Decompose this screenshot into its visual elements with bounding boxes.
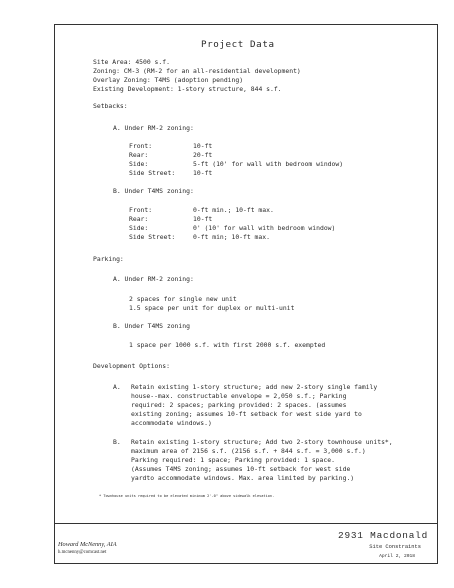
development-line: Retain existing 1-story structure; add new 2-story single family — [131, 383, 378, 391]
setbacks-a-label: A. Under RM-2 zoning: — [113, 124, 194, 132]
development-b-marker: B. — [113, 438, 121, 446]
parking-heading: Parking: — [93, 255, 124, 263]
setback-row — [129, 151, 343, 160]
development-line: yardto accommodate windows. Max. area limited by parking.) — [131, 474, 355, 482]
development-line: accommodate windows.) — [131, 419, 212, 427]
page-title: Project Data — [201, 39, 275, 50]
setback-label: Front: — [129, 142, 153, 150]
setback-value: 20-ft — [193, 151, 213, 159]
parking-b-label: B. Under T4MS zoning — [113, 322, 190, 330]
setback-label: Side: — [129, 160, 149, 168]
setback-value: 10-ft — [193, 215, 213, 223]
development-line: Retain existing 1-story structure; Add two 2-story townhouse units*, — [131, 438, 393, 446]
setbacks-heading: Setbacks: — [93, 102, 128, 110]
development-line: maximum area of 2156 s.f. (2156 s.f. + 844 s.f. = 3,000 s.f.) — [131, 447, 366, 455]
setbacks-a-table — [129, 142, 343, 178]
setback-value: 5-ft (10' for wall with bedroom window) — [193, 160, 344, 168]
setback-label: Side Street: — [129, 233, 176, 241]
setback-row — [129, 206, 335, 215]
sheet-date: April 2, 2018 — [379, 554, 415, 559]
architect-name: Howard McNenny, AIA — [58, 541, 117, 548]
development-line: Parking required: 1 space; Parking provided: 1 space. — [131, 456, 335, 464]
parking-b-lines — [129, 341, 325, 350]
development-a-marker: A. — [113, 383, 121, 391]
site-info — [93, 58, 301, 94]
setback-value: 0' (10' for wall with bedroom window) — [193, 224, 336, 232]
site-area: Site Area: 4500 s.f. — [93, 58, 170, 66]
development-heading: Development Options: — [93, 362, 170, 370]
parking-a-lines — [129, 295, 294, 313]
existing-development: Existing Development: 1-story structure, 844 s.f. — [93, 85, 282, 93]
drawing-sheet — [54, 24, 438, 564]
setback-value: 10-ft — [193, 169, 213, 177]
overlay-zoning: Overlay Zoning: T4MS (adoption pending) — [93, 76, 244, 84]
setback-row — [129, 233, 335, 242]
setback-value: 10-ft — [193, 142, 213, 150]
development-line: house--max. constructable envelope = 2,050 s.f.; Parking — [131, 392, 347, 400]
footnote: * Townhouse units required to be elevated minimum 2'-0" above sidewalk elevation. — [99, 494, 275, 498]
zoning: Zoning: CM-3 (RM-2 for an all-residential development) — [93, 67, 301, 75]
development-line: (Assumes T4MS zoning; assumes 10-ft setback for west side — [131, 465, 351, 473]
setback-label: Side: — [129, 224, 149, 232]
parking-line: 1 space per 1000 s.f. with first 2000 s.f. exempted — [129, 341, 326, 349]
parking-line: 2 spaces for single new unit — [129, 295, 237, 303]
setback-label: Rear: — [129, 215, 149, 223]
title-block — [55, 523, 437, 563]
setback-label: Side Street: — [129, 169, 176, 177]
setbacks-b-table — [129, 206, 335, 242]
parking-line: 1.5 space per unit for duplex or multi-unit — [129, 304, 295, 312]
development-line: required: 2 spaces; parking provided: 2 spaces. (assumes — [131, 401, 347, 409]
setback-row — [129, 142, 343, 151]
sheet-title: Site Constraints — [369, 544, 421, 550]
setback-value: 0-ft min; 10-ft max. — [193, 233, 270, 241]
setback-row — [129, 160, 343, 169]
setback-value: 0-ft min.; 10-ft max. — [193, 206, 274, 214]
project-name: 2931 Macdonald — [338, 530, 428, 541]
setback-row — [129, 169, 343, 178]
setbacks-b-label: B. Under T4MS zoning: — [113, 187, 194, 195]
development-b-text — [131, 438, 393, 483]
setback-label: Rear: — [129, 151, 149, 159]
architect-email: h.mcnenny@comcast.net — [58, 550, 107, 555]
development-line: existing zoning; assumes 10-ft setback for west side yard to — [131, 410, 362, 418]
setback-row — [129, 215, 335, 224]
parking-a-label: A. Under RM-2 zoning: — [113, 275, 194, 283]
development-a-text — [131, 383, 377, 428]
setback-label: Front: — [129, 206, 153, 214]
setback-row — [129, 224, 335, 233]
